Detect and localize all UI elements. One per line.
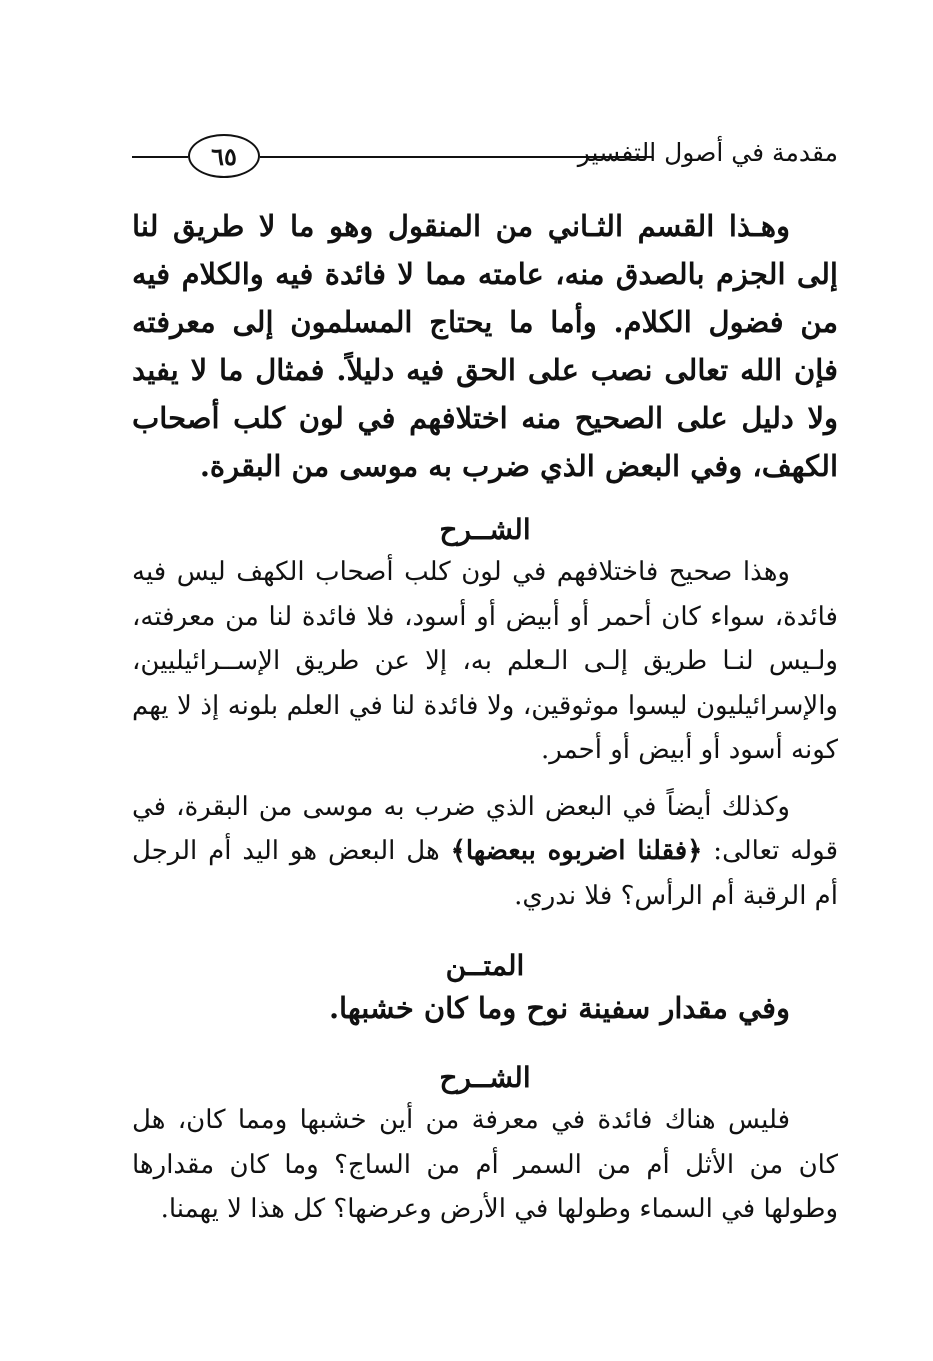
- sharh-heading: الشــرح: [439, 513, 531, 546]
- sharh-text: وكذلك أيضاً في البعض الذي ضرب به موسى من البقرة، في قوله تعالى:: [132, 791, 838, 866]
- sharh-heading: الشــرح: [439, 1061, 531, 1094]
- matn-heading: المتــن: [445, 949, 525, 982]
- matn-paragraph: وهـذا القسم الثـاني من المنقول وهو ما لا طريق لنا إلى الجزم بالصدق منه، عامته مما لا فائدة فيه والكلام فيه من فضول الكلام. وأما ما يحتاج المسلمون إلى معرفته فإن الله تعالى نصب على الحق فيه دليلاً. فمثال ما لا يفيد ولا دليل على الصحيح منه اختلافهم في لون كلب أصحاب الكهف، وفي البعض الذي ضرب به موسى من البقرة.: [132, 209, 838, 483]
- page-header: [132, 128, 838, 188]
- matn-paragraph: وفي مقدار سفينة نوح وما كان خشبها.: [328, 991, 790, 1025]
- quran-verse: ﴿فقلنا اضربوه ببعضها﴾: [450, 836, 703, 866]
- book-title: مقدمة في أصول التفسير: [577, 138, 838, 167]
- sharh-paragraph: [132, 785, 838, 919]
- page-number: ٦٥: [188, 134, 260, 178]
- header-rule-left: [132, 156, 188, 158]
- sharh-paragraph: وهذا صحيح فاختلافهم في لون كلب أصحاب الكهف ليس فيه فائدة، سواء كان أحمر أو أبيض أو أسود، فلا فائدة لنا من معرفته، ولـيس لنـا طريق إلـى الـعلم به، إلا عن طريق الإســرائيليين، والإسرائيليون ليسوا موثوقين، ولا فائدة لنا في العلم بلونه إذ لا يهم كونه أسود أو أبيض أو أحمر.: [132, 557, 838, 765]
- page-body: [132, 202, 838, 1232]
- sharh-text: هل البعض هو اليد أم الرجل أم الرقبة أم الرأس؟ فلا ندري.: [132, 836, 838, 911]
- sharh-paragraph: فليس هناك فائدة في معرفة من أين خشبها ومما كان، هل كان من الأثل أم من السمر أم من الساج؟ وما كان مقدارها وطولها في السماء وطولها في الأرض وعرضها؟ كل هذا لا يهمنا.: [132, 1105, 838, 1224]
